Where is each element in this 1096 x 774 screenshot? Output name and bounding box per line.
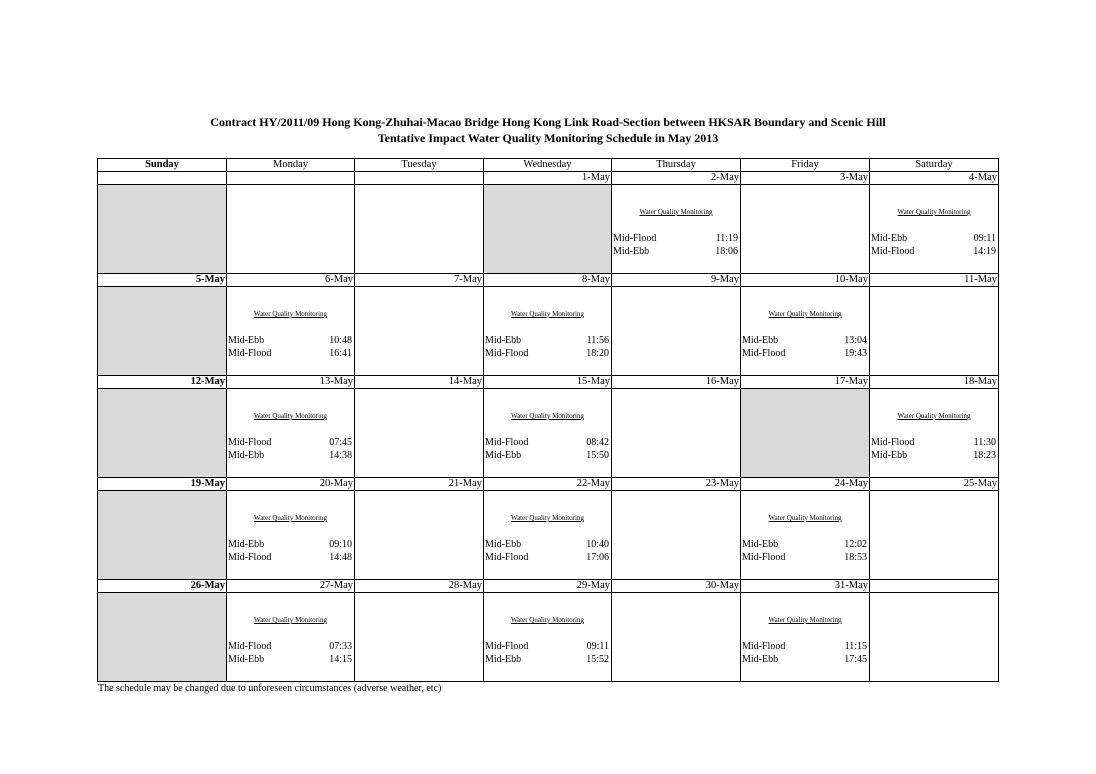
tide-label: Mid-Flood <box>485 641 529 652</box>
day-header-tuesday: Tuesday <box>355 159 484 172</box>
monitoring-slot <box>871 233 996 245</box>
monitoring-slot <box>871 450 996 462</box>
tide-label: Mid-Ebb <box>485 654 522 665</box>
date-cell: 28-May <box>355 580 484 593</box>
date-cell: 18-May <box>870 376 999 389</box>
date-cell: 16-May <box>612 376 741 389</box>
tide-label: Mid-Ebb <box>228 335 265 346</box>
monitoring-label: Water Quality Monitoring <box>254 310 327 318</box>
calendar-body <box>98 159 999 682</box>
day-cell <box>355 491 484 580</box>
date-cell: 30-May <box>612 580 741 593</box>
monitoring-time: 18:23 <box>973 450 996 461</box>
day-cell <box>612 287 741 376</box>
week-body-row <box>98 491 999 580</box>
monitoring-time: 11:30 <box>973 437 996 448</box>
date-cell: 24-May <box>741 478 870 491</box>
monitoring-slot <box>742 552 867 564</box>
week-date-row <box>98 274 999 287</box>
monitoring-time: 15:52 <box>586 654 609 665</box>
date-cell: 11-May <box>870 274 999 287</box>
tide-label: Mid-Flood <box>871 246 915 257</box>
day-cell <box>355 185 484 274</box>
monitoring-slot <box>485 450 609 462</box>
monitoring-slot <box>613 233 738 245</box>
week-date-row <box>98 172 999 185</box>
monitoring-time: 12:02 <box>844 539 867 550</box>
day-header-sunday: Sunday <box>98 159 227 172</box>
monitoring-time: 14:15 <box>329 654 352 665</box>
date-cell: 14-May <box>355 376 484 389</box>
date-cell: 31-May <box>741 580 870 593</box>
day-cell <box>870 185 999 274</box>
monitoring-label: Water Quality Monitoring <box>897 208 971 216</box>
monitoring-time: 07:33 <box>329 641 352 652</box>
date-cell <box>870 580 999 593</box>
monitoring-label: Water Quality Monitoring <box>511 514 584 522</box>
week-date-row <box>98 376 999 389</box>
monitoring-slot <box>485 641 609 653</box>
day-cell <box>484 287 612 376</box>
monitoring-label: Water Quality Monitoring <box>897 412 971 420</box>
date-cell: 10-May <box>741 274 870 287</box>
date-cell: 12-May <box>98 376 227 389</box>
monitoring-label: Water Quality Monitoring <box>768 616 842 624</box>
monitoring-slot <box>742 654 867 666</box>
monitoring-time: 07:45 <box>329 437 352 448</box>
day-cell <box>741 287 870 376</box>
date-cell: 5-May <box>98 274 227 287</box>
day-header-row <box>98 159 999 172</box>
week-body-row <box>98 287 999 376</box>
day-cell <box>227 389 355 478</box>
monitoring-slot <box>742 641 867 653</box>
day-cell <box>227 287 355 376</box>
day-cell <box>612 185 741 274</box>
monitoring-label: Water Quality Monitoring <box>768 514 842 522</box>
no-monitoring-day-cell <box>98 287 227 376</box>
monitoring-label: Water Quality Monitoring <box>768 310 842 318</box>
monitoring-slot <box>485 552 609 564</box>
day-cell <box>612 389 741 478</box>
day-cell <box>612 491 741 580</box>
day-cell <box>870 491 999 580</box>
monitoring-time: 15:50 <box>586 450 609 461</box>
week-body-row <box>98 185 999 274</box>
monitoring-time: 14:48 <box>329 552 352 563</box>
day-cell <box>484 593 612 682</box>
monitoring-time: 11:19 <box>715 233 738 244</box>
tide-label: Mid-Flood <box>742 552 786 563</box>
day-cell <box>870 593 999 682</box>
tide-label: Mid-Flood <box>742 641 786 652</box>
day-cell <box>741 185 870 274</box>
monitoring-label: Water Quality Monitoring <box>511 412 584 420</box>
day-cell <box>741 593 870 682</box>
date-cell: 6-May <box>227 274 355 287</box>
monitoring-slot <box>485 437 609 449</box>
date-cell: 7-May <box>355 274 484 287</box>
monitoring-label: Water Quality Monitoring <box>254 412 327 420</box>
day-header-saturday: Saturday <box>870 159 999 172</box>
monitoring-slot <box>742 539 867 551</box>
no-monitoring-day-cell <box>98 389 227 478</box>
day-cell <box>227 491 355 580</box>
date-cell <box>355 172 484 185</box>
date-cell: 21-May <box>355 478 484 491</box>
monitoring-label: Water Quality Monitoring <box>511 616 584 624</box>
tide-label: Mid-Flood <box>228 348 272 359</box>
date-cell: 4-May <box>870 172 999 185</box>
no-monitoring-day-cell <box>98 491 227 580</box>
date-cell: 2-May <box>612 172 741 185</box>
monitoring-slot <box>485 335 609 347</box>
day-cell <box>355 287 484 376</box>
tide-label: Mid-Ebb <box>871 450 908 461</box>
monitoring-time: 16:41 <box>329 348 352 359</box>
monitoring-label: Water Quality Monitoring <box>639 208 713 216</box>
tide-label: Mid-Flood <box>228 437 272 448</box>
monitoring-slot <box>613 246 738 258</box>
tide-label: Mid-Ebb <box>742 654 779 665</box>
day-cell <box>227 185 355 274</box>
monitoring-slot <box>742 348 867 360</box>
tide-label: Mid-Ebb <box>613 246 650 257</box>
tide-label: Mid-Flood <box>228 552 272 563</box>
tide-label: Mid-Flood <box>613 233 657 244</box>
monitoring-slot <box>485 539 609 551</box>
no-monitoring-day-cell <box>741 389 870 478</box>
monitoring-time: 10:40 <box>586 539 609 550</box>
day-cell <box>612 593 741 682</box>
monitoring-time: 09:10 <box>329 539 352 550</box>
monitoring-slot <box>228 450 352 462</box>
day-header-thursday: Thursday <box>612 159 741 172</box>
monitoring-calendar <box>97 158 999 682</box>
monitoring-slot <box>228 437 352 449</box>
monitoring-time: 09:11 <box>586 641 609 652</box>
monitoring-time: 18:06 <box>715 246 738 257</box>
monitoring-time: 17:06 <box>586 552 609 563</box>
no-monitoring-day-cell <box>98 593 227 682</box>
monitoring-time: 18:20 <box>586 348 609 359</box>
tide-label: Mid-Ebb <box>485 539 522 550</box>
monitoring-time: 13:04 <box>844 335 867 346</box>
date-cell: 29-May <box>484 580 612 593</box>
date-cell: 20-May <box>227 478 355 491</box>
day-cell <box>484 491 612 580</box>
monitoring-time: 11:56 <box>586 335 609 346</box>
monitoring-time: 08:42 <box>586 437 609 448</box>
week-body-row <box>98 389 999 478</box>
date-cell: 25-May <box>870 478 999 491</box>
date-cell: 8-May <box>484 274 612 287</box>
date-cell: 17-May <box>741 376 870 389</box>
week-date-row <box>98 478 999 491</box>
date-cell: 23-May <box>612 478 741 491</box>
date-cell <box>227 172 355 185</box>
monitoring-time: 19:43 <box>844 348 867 359</box>
tide-label: Mid-Ebb <box>742 539 779 550</box>
monitoring-slot <box>228 539 352 551</box>
day-cell <box>355 389 484 478</box>
monitoring-slot <box>871 437 996 449</box>
footer-note: The schedule may be changed due to unforeseen circumstances (adverse weather, etc) <box>98 683 442 694</box>
date-cell: 26-May <box>98 580 227 593</box>
monitoring-slot <box>871 246 996 258</box>
day-cell <box>227 593 355 682</box>
monitoring-slot <box>228 335 352 347</box>
monitoring-slot <box>228 654 352 666</box>
tide-label: Mid-Ebb <box>485 335 522 346</box>
date-cell: 13-May <box>227 376 355 389</box>
monitoring-time: 10:48 <box>329 335 352 346</box>
tide-label: Mid-Ebb <box>228 654 265 665</box>
tide-label: Mid-Ebb <box>742 335 779 346</box>
monitoring-time: 14:38 <box>329 450 352 461</box>
monitoring-time: 18:53 <box>844 552 867 563</box>
day-cell <box>355 593 484 682</box>
monitoring-slot <box>228 348 352 360</box>
day-cell <box>870 389 999 478</box>
monitoring-slot <box>228 552 352 564</box>
date-cell: 15-May <box>484 376 612 389</box>
day-header-friday: Friday <box>741 159 870 172</box>
day-cell <box>870 287 999 376</box>
date-cell: 22-May <box>484 478 612 491</box>
monitoring-label: Water Quality Monitoring <box>511 310 584 318</box>
monitoring-label: Water Quality Monitoring <box>254 616 327 624</box>
no-monitoring-day-cell <box>484 185 612 274</box>
day-header-monday: Monday <box>227 159 355 172</box>
tide-label: Mid-Ebb <box>228 539 265 550</box>
tide-label: Mid-Flood <box>485 348 529 359</box>
date-cell: 19-May <box>98 478 227 491</box>
date-cell: 3-May <box>741 172 870 185</box>
tide-label: Mid-Flood <box>485 552 529 563</box>
week-body-row <box>98 593 999 682</box>
tide-label: Mid-Ebb <box>485 450 522 461</box>
tide-label: Mid-Flood <box>742 348 786 359</box>
monitoring-time: 09:11 <box>973 233 996 244</box>
day-header-wednesday: Wednesday <box>484 159 612 172</box>
monitoring-slot <box>485 348 609 360</box>
tide-label: Mid-Ebb <box>228 450 265 461</box>
monitoring-slot <box>742 335 867 347</box>
date-cell: 27-May <box>227 580 355 593</box>
date-cell <box>98 172 227 185</box>
monitoring-time: 11:15 <box>844 641 867 652</box>
week-date-row <box>98 580 999 593</box>
monitoring-slot <box>228 641 352 653</box>
date-cell: 9-May <box>612 274 741 287</box>
document-subtitle: Tentative Impact Water Quality Monitoring Schedule in May 2013 <box>377 131 719 145</box>
no-monitoring-day-cell <box>98 185 227 274</box>
tide-label: Mid-Flood <box>485 437 529 448</box>
tide-label: Mid-Flood <box>871 437 915 448</box>
document-title: Contract HY/2011/09 Hong Kong-Zhuhai-Macao Bridge Hong Kong Link Road-Section between HKSAR Boundary and Scenic Hill <box>210 115 886 129</box>
day-cell <box>484 389 612 478</box>
day-cell <box>741 491 870 580</box>
monitoring-time: 17:45 <box>844 654 867 665</box>
tide-label: Mid-Flood <box>228 641 272 652</box>
monitoring-time: 14:19 <box>973 246 996 257</box>
monitoring-slot <box>485 654 609 666</box>
date-cell: 1-May <box>484 172 612 185</box>
tide-label: Mid-Ebb <box>871 233 908 244</box>
monitoring-label: Water Quality Monitoring <box>254 514 327 522</box>
